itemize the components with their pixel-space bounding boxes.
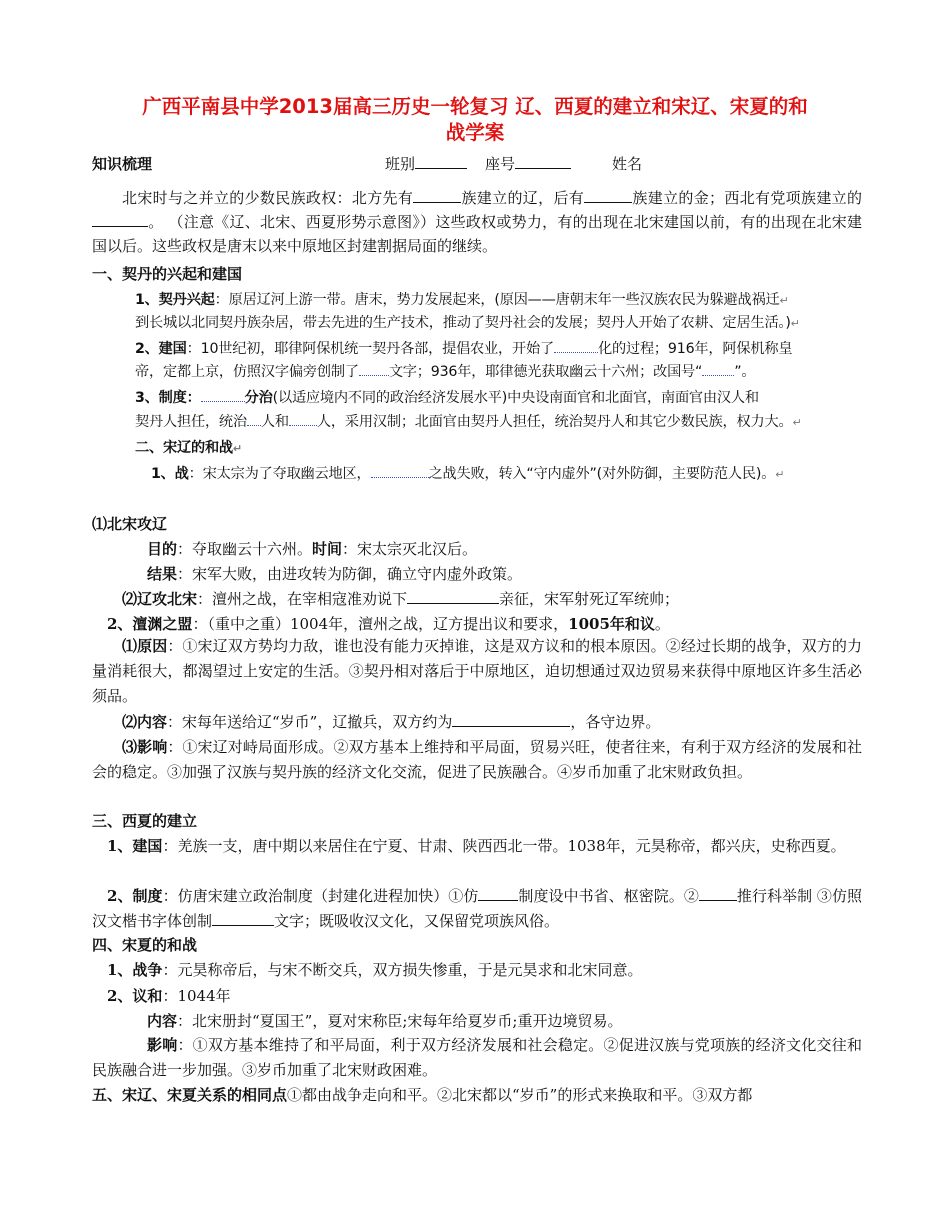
chanyuan-content	[122, 711, 660, 733]
khitan-rise-line-1	[135, 289, 789, 312]
content-text-b: ，各守边界。	[570, 713, 661, 731]
song-xia-peace-text: ：1044年	[162, 987, 231, 1005]
goal-text: ：夺取幽云十六州。	[177, 540, 313, 558]
goal-label: 目的	[147, 540, 178, 558]
xixia-system-text-b: 制度设中书省、枢密院。②	[518, 887, 699, 905]
khitan-state-text-2b: 文字；936年，耶律德光获取幽云十六州；改国号“	[388, 364, 703, 380]
chanyuan-label: 2、澶渊之盟	[107, 615, 193, 633]
blank-jin-ethnic[interactable]	[584, 188, 632, 203]
effect-label: ⑶影响	[122, 738, 168, 756]
return-mark: ↵	[232, 442, 242, 455]
return-mark: ↵	[775, 468, 785, 481]
heading-song-liao	[135, 437, 242, 460]
blank-dynasty-name[interactable]	[702, 361, 734, 376]
song-attack-goal	[147, 538, 477, 560]
xixia-founding-label: 1、建国	[107, 837, 163, 855]
heading-song-attacks-liao: ⑴北宋攻辽	[92, 515, 168, 533]
blank-xixia-script[interactable]	[212, 911, 274, 926]
return-mark: ↵	[792, 416, 802, 429]
liao-attacks-song	[122, 588, 679, 610]
song-attack-result	[147, 563, 522, 585]
blank-emperor[interactable]	[407, 589, 499, 604]
khitan-state-text-1b: 化的过程；916年，阿保机称皇	[597, 341, 793, 357]
song-xia-content-label: 内容	[147, 1012, 178, 1030]
khitan-system-text-2b: 人和	[260, 414, 289, 430]
song-xia-peace-label: 2、议和	[107, 987, 163, 1005]
blank-song-system[interactable]	[478, 886, 518, 901]
chanyuan-treaty-line	[107, 613, 670, 635]
common-points-heading: 五、宋辽、宋夏关系的相同点	[92, 1086, 288, 1104]
liao-attack-label: ⑵辽攻北宋	[122, 590, 198, 608]
xixia-founding	[92, 834, 862, 859]
blank-xixia-name[interactable]	[92, 212, 148, 227]
chanyuan-cause	[92, 634, 862, 709]
return-mark: ↵	[790, 317, 800, 330]
khitan-state-line-1	[135, 338, 792, 360]
heading-xixia-founding: 三、西夏的建立	[92, 812, 198, 830]
name-field	[612, 153, 642, 174]
khitan-system-colon: ：	[186, 390, 201, 406]
song-liao-war-text-a: ：宋太宗为了夺取幽云地区，	[188, 466, 371, 482]
title-line-2: 战学案	[445, 121, 505, 144]
content-text-a: ：宋每年送给辽“岁币”，辽撤兵，双方约为	[167, 713, 453, 731]
khitan-rise-line-2	[135, 312, 800, 335]
intro-text-1: 北宋时与之并立的少数民族政权：北方先有	[122, 189, 414, 207]
page-title	[60, 94, 890, 146]
chanyuan-text-c: 。	[654, 615, 670, 633]
xixia-system-text-a: ：仿唐宋建立政治制度（封建化进程加快）①仿	[162, 887, 479, 905]
blank-exam[interactable]	[699, 886, 737, 901]
xixia-founding-text: ：羌族一支，唐中期以来居住在宁夏、甘肃、陕西西北一带。1038年，元昊称帝，都兴庆，史称西夏。	[162, 837, 846, 855]
khitan-system-line-2	[135, 411, 802, 434]
chanyuan-year: 1005年和议	[568, 615, 655, 633]
class-blank[interactable]	[415, 154, 467, 169]
khitan-system-text-1: (以适应境内不同的政治经济发展水平)中央设南面官和北面官，南面官由汉人和	[272, 390, 759, 406]
xixia-system-text-d: 文字；既吸收汉文化，又保留党项族风俗。	[274, 912, 560, 930]
song-xia-effect-label: 影响	[147, 1036, 178, 1054]
song-xia-effect	[92, 1033, 862, 1083]
khitan-system-label: 3、制度	[135, 390, 187, 406]
effect-text: ：①宋辽对峙局面形成。②双方基本上维持和平局面，贸易兴旺，使者往来，有利于双方经济的发展和社会的稳定。③加强了汉族与契丹族的经济文化交流，促进了民族融合。④岁币加重了北宋财政负担。	[92, 738, 862, 781]
khitan-system-text-2a: 契丹人担任，统治	[135, 414, 247, 430]
song-liao-war-line	[151, 463, 784, 486]
blank-bohai-people[interactable]	[289, 411, 317, 426]
chanyuan-text-a: ：（重中之重）1004年，澶州之战，辽方提出议和要求，	[192, 615, 569, 633]
song-xia-content-text: ：北宋册封“夏国王”，夏对宋称臣;宋每年给夏岁币;重开边境贸易。	[177, 1012, 623, 1030]
chanyuan-effect	[92, 735, 862, 785]
xixia-system-text-c: 推行科举制 ③仿照汉文楷书字体创制	[92, 887, 862, 930]
common-points-text: ①都由战争走向和平。②北宋都以“岁币”的形式来换取和平。③双方都	[287, 1086, 753, 1104]
blank-brother-states[interactable]	[452, 712, 570, 727]
cause-text: ：①宋辽双方势均力敌，谁也没有能力灭掉谁，这是双方议和的根本原因。②经过长期的战争，双方的力量消耗很大，都渴望过上安定的生活。③契丹相对落后于中原地区，迫切想通过双边贸易来获得中原地区许多生活必须品。	[92, 637, 862, 705]
heading-khitan-rise: 一、契丹的兴起和建国	[92, 265, 243, 283]
class-field	[385, 153, 467, 174]
khitan-system-line-1	[135, 387, 759, 409]
cause-label: ⑴原因	[122, 637, 168, 655]
common-points	[92, 1084, 752, 1106]
name-label: 姓名	[612, 155, 643, 173]
intro-paragraph	[92, 186, 862, 258]
seat-blank[interactable]	[515, 154, 571, 169]
section-knowledge-review: 知识梳理	[92, 155, 153, 173]
blank-system-prefix[interactable]	[201, 387, 245, 402]
seat-label: 座号	[485, 155, 516, 173]
title-line-1: 广西平南县中学2013届高三历史一轮复习 辽、西夏的建立和宋辽、宋夏的和	[142, 95, 808, 118]
song-xia-effect-text: ：①双方基本维持了和平局面，利于双方经济发展和社会稳定。②促进汉族与党项族的经济文化交往和民族融合进一步加强。③岁币加重了北宋财政困难。	[92, 1036, 862, 1079]
song-xia-war	[107, 959, 642, 981]
khitan-state-line-2	[135, 361, 755, 383]
return-mark: ↵	[779, 294, 789, 307]
khitan-rise-text-2: 到长城以北同契丹族杂居，带去先进的生产技术，推动了契丹社会的发展；契丹人开始了农耕、定居生活。)	[135, 315, 791, 331]
blank-liao-ethnic[interactable]	[413, 188, 461, 203]
xixia-system-label: 2、制度	[107, 887, 163, 905]
result-text: ：宋军大败，由进攻转为防御，确立守内虚外政策。	[177, 565, 523, 583]
song-liao-war-text-b: 之战失败，转入“守内虚外”(对外防御，主要防范人民)。	[428, 466, 776, 482]
song-xia-war-text: ：元昊称帝后，与宋不断交兵，双方损失惨重，于是元昊求和北宋同意。	[162, 961, 643, 979]
seat-field	[485, 153, 571, 174]
khitan-rise-label: 1、契丹兴起	[135, 292, 215, 308]
blank-gaoliang-river[interactable]	[371, 463, 429, 478]
liao-attack-text-a: ：澶州之战，在宰相寇准劝说下	[197, 590, 408, 608]
song-xia-war-label: 1、战争	[107, 961, 163, 979]
content-label: ⑵内容	[122, 713, 168, 731]
xixia-system	[92, 884, 862, 934]
time-label: 时间	[312, 540, 343, 558]
khitan-state-label: 2、建国	[135, 341, 187, 357]
heading-song-liao-text: 二、宋辽的和战	[135, 440, 233, 456]
result-label: 结果	[147, 565, 178, 583]
khitan-rise-text-1: ：原居辽河上游一带。唐末，势力发展起来，(原因——唐朝末年一些汉族农民为躲避战祸迁	[214, 292, 780, 308]
khitan-state-text-1a: ：10世纪初，耶律阿保机统一契丹各部，提倡农业，开始了	[186, 341, 554, 357]
heading-song-xia: 四、宋夏的和战	[92, 936, 198, 954]
khitan-state-text-2c: ”。	[734, 364, 756, 380]
blank-han-people[interactable]	[247, 411, 261, 426]
liao-attack-text-b: 亲征，宋军射死辽军统帅；	[499, 590, 680, 608]
blank-feudal[interactable]	[554, 338, 598, 353]
khitan-state-text-2a: 帝，定都上京，仿照汉字偏旁创制了	[135, 364, 359, 380]
khitan-system-divided: 分治	[244, 390, 273, 406]
time-text: ：宋太宗灭北汉后。	[342, 540, 478, 558]
intro-text-3: 族建立的金；西北有党项族建立的	[632, 189, 862, 207]
intro-text-2: 族建立的辽，后有	[461, 189, 585, 207]
song-xia-content	[147, 1010, 622, 1032]
intro-text-4: 。 （注意《辽、北宋、西夏形势示意图》）这些政权或势力，有的出现在北宋建国以前，有的出现在北宋建国以后。这些政权是唐末以来中原地区封建割据局面的继续。	[92, 213, 862, 255]
khitan-system-text-2c: 人，采用汉制；北面官由契丹人担任，统治契丹人和其它少数民族，权力大。	[316, 414, 793, 430]
song-liao-war-label: 1、战	[151, 466, 189, 482]
blank-khitan-script[interactable]	[359, 361, 389, 376]
class-label: 班别	[385, 155, 416, 173]
song-xia-peace	[107, 985, 231, 1007]
